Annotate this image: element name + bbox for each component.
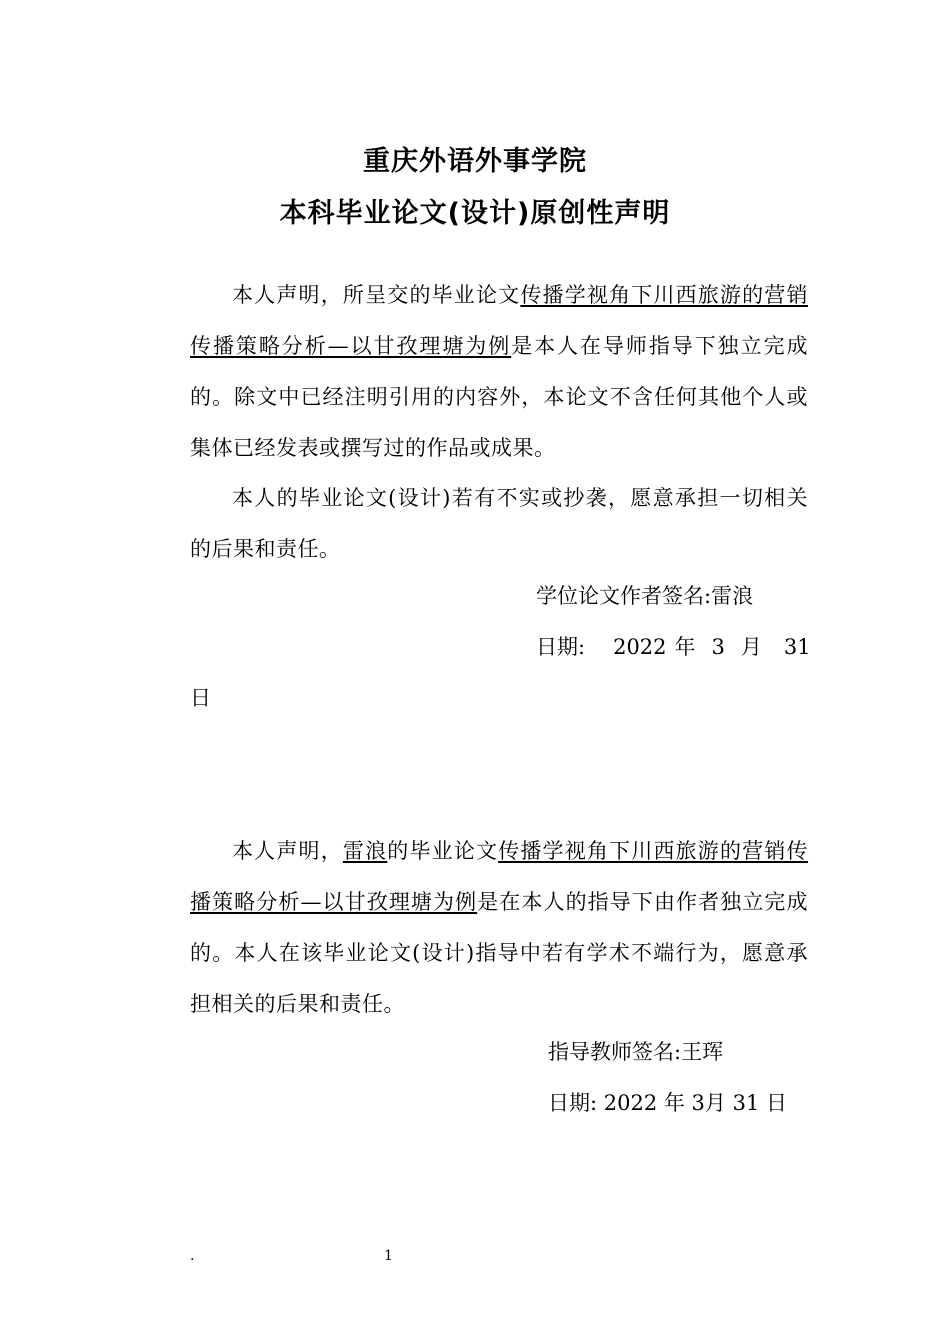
author-statement-rest: 是本人在导师指导下独立完成的。除文中已经注明引用的内容外，本论文不含任何其他个人或集体已经发表或撰写过的作品或成果。 bbox=[190, 334, 809, 460]
date-day-unit: 日 bbox=[190, 686, 211, 710]
month-unit: 月 bbox=[740, 635, 762, 659]
advisor-statement-mid: 的毕业论文 bbox=[387, 839, 499, 863]
thesis-title-underlined: 传播学视角下川西旅游的营销传播策略分析—以甘孜理塘为例 bbox=[190, 283, 809, 358]
page-number: 1 bbox=[384, 1248, 393, 1264]
date-year: 2022 bbox=[613, 635, 667, 659]
school-name: 重庆外语外事学院 bbox=[363, 146, 587, 177]
author-date bbox=[536, 632, 811, 662]
author-signature: 学位论文作者签名:雷浪 bbox=[536, 584, 754, 608]
author-statement-paragraph bbox=[190, 270, 808, 474]
author-responsibility-paragraph: 本人的毕业论文(设计)若有不实或抄袭，愿意承担一切相关的后果和责任。 bbox=[190, 486, 808, 561]
advisor-date: 日期: 2022 年 3月 31 日 bbox=[548, 1091, 787, 1115]
year-unit: 年 bbox=[674, 635, 696, 659]
advisor-thesis-title-underlined: 传播学视角下川西旅游的营销传播策略分析—以甘孜理塘为例 bbox=[190, 839, 809, 914]
date-label: 日期: bbox=[536, 635, 586, 659]
advisor-statement-paragraph bbox=[190, 826, 808, 1030]
author-name-underlined: 雷浪 bbox=[342, 839, 388, 863]
advisor-statement-lead: 本人声明， bbox=[232, 839, 343, 863]
date-day: 31 bbox=[783, 635, 811, 659]
footer-mark: . bbox=[190, 1248, 195, 1264]
advisor-signature: 指导教师签名:王珲 bbox=[548, 1040, 724, 1064]
advisor-statement-rest: 是在本人的指导下由作者独立完成的。本人在该毕业论文(设计)指导中若有学术不端行为，愿意承担相关的后果和责任。 bbox=[190, 890, 808, 1016]
author-statement-lead: 本人声明，所呈交的毕业论文 bbox=[232, 283, 521, 307]
date-month: 3 bbox=[711, 635, 725, 659]
declaration-title: 本科毕业论文(设计)原创性声明 bbox=[279, 198, 671, 229]
